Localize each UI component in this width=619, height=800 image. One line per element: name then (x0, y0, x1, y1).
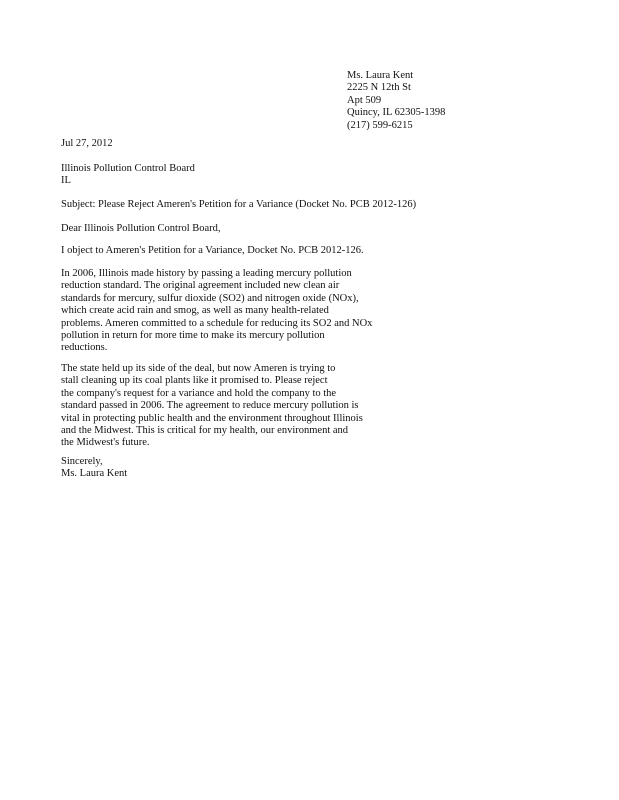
paragraph-line: which create acid rain and smog, as well as many health-related (61, 305, 329, 317)
paragraph-line: the Midwest's future. (61, 437, 150, 449)
paragraph-line: stall cleaning up its coal plants like it promised to. Please reject (61, 375, 328, 387)
sender-phone: (217) 599-6215 (347, 119, 413, 131)
body-paragraph-2 (61, 363, 361, 450)
recipient-block (61, 163, 361, 188)
closing-block (61, 456, 361, 481)
body-paragraph-1 (61, 268, 373, 355)
paragraph-line: the company's request for a variance and hold the company to the (61, 387, 337, 399)
paragraph-line: vital in protecting public health and the environment throughout Illinois (61, 412, 363, 424)
sender-city-state-zip: Quincy, IL 62305-1398 (347, 107, 446, 119)
paragraph-line: reduction standard. The original agreement included new clean air (61, 280, 340, 292)
paragraph-line: standard passed in 2006. The agreement to reduce mercury pollution is (61, 400, 359, 412)
valediction: Sincerely, (61, 456, 103, 467)
paragraph-line: reductions. (61, 342, 108, 354)
sender-apartment: Apt 509 (347, 94, 382, 106)
paragraph-line: In 2006, Illinois made history by passing a leading mercury pollution (61, 268, 352, 279)
letter-date: Jul 27, 2012 (61, 138, 113, 149)
intro-paragraph: I object to Ameren's Petition for a Variance, Docket No. PCB 2012-126. (61, 245, 364, 256)
recipient-state: IL (61, 175, 71, 187)
paragraph-line: standards for mercury, sulfur dioxide (SO2) and nitrogen oxide (NOx), (61, 292, 359, 304)
sender-address-block (347, 70, 597, 132)
paragraph-line: and the Midwest. This is critical for my health, our environment and (61, 425, 349, 437)
sender-street: 2225 N 12th St (347, 82, 411, 94)
recipient-name: Illinois Pollution Control Board (61, 163, 195, 174)
sender-name: Ms. Laura Kent (347, 70, 414, 81)
signature-name: Ms. Laura Kent (61, 468, 128, 480)
paragraph-line: problems. Ameren committed to a schedule for reducing its SO2 and NOx (61, 317, 373, 329)
subject-line: Subject: Please Reject Ameren's Petition for a Variance (Docket No. PCB 2012-126) (61, 199, 417, 210)
paragraph-line: pollution in return for more time to make its mercury pollution (61, 330, 325, 342)
paragraph-line: The state held up its side of the deal, but now Ameren is trying to (61, 363, 336, 374)
salutation: Dear Illinois Pollution Control Board, (61, 223, 221, 234)
